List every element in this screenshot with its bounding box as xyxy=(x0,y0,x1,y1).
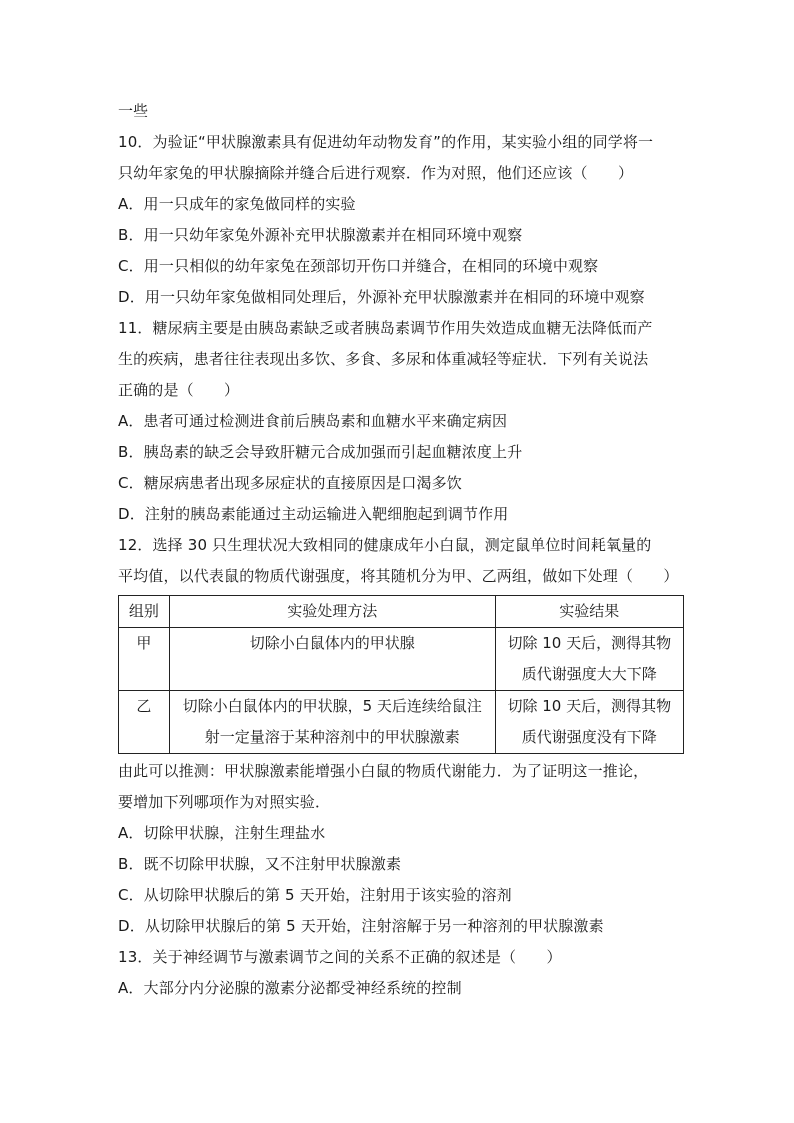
question-11-stem-line: 11．糖尿病主要是由胰岛素缺乏或者胰岛素调节作用失效造成血糖无法降低而产 xyxy=(118,319,653,337)
question-11-option-a: A．患者可通过检测进食前后胰岛素和血糖水平来确定病因 xyxy=(118,412,508,430)
question-10-option-b: B．用一只幼年家兔外源补充甲状腺激素并在相同环境中观察 xyxy=(118,226,523,244)
question-13-stem-line: 13．关于神经调节与激素调节之间的关系不正确的叙述是（ ） xyxy=(118,948,562,966)
question-10-stem-line: 10．为验证“甲状腺激素具有促进幼年动物发育”的作用，某实验小组的同学将一 xyxy=(118,133,654,151)
header-result: 实验结果 xyxy=(495,596,683,628)
cell-method-line: 切除小白鼠体内的甲状腺 xyxy=(249,634,415,652)
cell-result-line: 切除 10 天后，测得其物 xyxy=(507,697,672,715)
question-12-followup-line: 要增加下列哪项作为对照实验． xyxy=(118,793,331,811)
question-12-option-b: B．既不切除甲状腺，又不注射甲状腺激素 xyxy=(118,855,402,873)
table-row xyxy=(119,691,684,754)
question-10-option-a: A．用一只成年的家兔做同样的实验 xyxy=(118,195,356,213)
question-12-option-c: C．从切除甲状腺后的第 5 天开始，注射用于该实验的溶剂 xyxy=(118,886,512,904)
table-row xyxy=(119,628,684,691)
question-11-stem-line: 生的疾病，患者往往表现出多饮、多食、多尿和体重减轻等症状．下列有关说法 xyxy=(118,350,649,368)
exam-page xyxy=(118,96,684,1004)
cell-result-line: 质代谢强度没有下降 xyxy=(521,728,657,746)
question-13-option-a: A．大部分内分泌腺的激素分泌都受神经系统的控制 xyxy=(118,979,462,997)
cell-result-line: 质代谢强度大大下降 xyxy=(521,665,657,683)
cell-method-line: 切除小白鼠体内的甲状腺，5 天后连续给鼠注 xyxy=(182,697,482,715)
question-12-stem-line: 平均值，以代表鼠的物质代谢强度，将其随机分为甲、乙两组，做如下处理（ ） xyxy=(118,567,679,585)
cell-method xyxy=(169,628,495,691)
question-12-followup-line: 由此可以推测：甲状腺激素能增强小白鼠的物质代谢能力．为了证明这一推论， xyxy=(118,762,649,780)
cell-method-line: 射一定量溶于某种溶剂中的甲状腺激素 xyxy=(204,728,460,746)
question-12-option-a: A．切除甲状腺，注射生理盐水 xyxy=(118,824,326,842)
question-10-option-d: D．用一只幼年家兔做相同处理后，外源补充甲状腺激素并在相同的环境中观察 xyxy=(118,288,645,306)
table-header-row xyxy=(119,596,684,628)
header-group: 组别 xyxy=(119,596,170,628)
cell-group: 甲 xyxy=(119,628,170,691)
continuation-text: 一些 xyxy=(118,102,149,120)
question-11-option-b: B．胰岛素的缺乏会导致肝糖元合成加强而引起血糖浓度上升 xyxy=(118,443,523,461)
cell-result xyxy=(495,628,683,691)
question-12-option-d: D．从切除甲状腺后的第 5 天开始，注射溶解于另一种溶剂的甲状腺激素 xyxy=(118,917,604,935)
experiment-table xyxy=(118,595,684,754)
question-11-option-c: C．糖尿病患者出现多尿症状的直接原因是口渴多饮 xyxy=(118,474,462,492)
question-10-stem-line: 只幼年家兔的甲状腺摘除并缝合后进行观察．作为对照，他们还应该（ ） xyxy=(118,164,634,182)
question-11 xyxy=(118,313,684,530)
header-method: 实验处理方法 xyxy=(169,596,495,628)
cell-group: 乙 xyxy=(119,691,170,754)
cell-result xyxy=(495,691,683,754)
question-10-option-c: C．用一只相似的幼年家兔在颈部切开伤口并缝合，在相同的环境中观察 xyxy=(118,257,599,275)
question-10 xyxy=(118,127,684,313)
question-12 xyxy=(118,530,684,942)
question-11-option-d: D．注射的胰岛素能通过主动运输进入靶细胞起到调节作用 xyxy=(118,505,509,523)
cell-method xyxy=(169,691,495,754)
cell-result-line: 切除 10 天后，测得其物 xyxy=(507,634,672,652)
question-12-stem-line: 12．选择 30 只生理状况大致相同的健康成年小白鼠，测定鼠单位时间耗氧量的 xyxy=(118,536,652,554)
question-13 xyxy=(118,942,684,1004)
question-11-stem-line: 正确的是（ ） xyxy=(118,381,240,399)
